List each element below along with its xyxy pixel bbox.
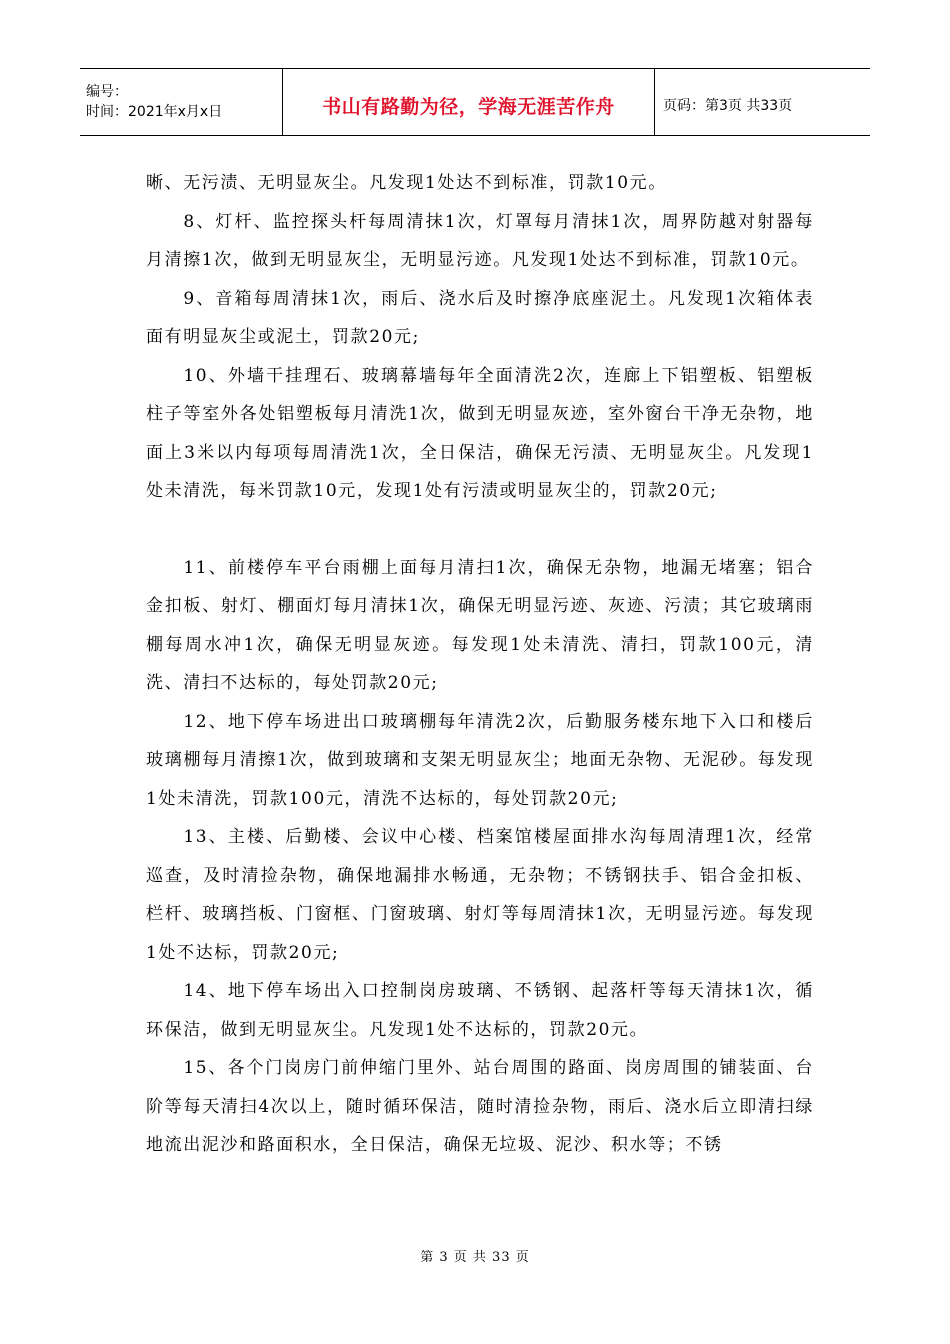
header-page-cell (655, 69, 870, 135)
document-body (146, 164, 814, 1165)
paragraph-item-14: 14、地下停车场出入口控制岗房玻璃、不锈钢、起落杆等每天清抹1次，循环保洁，做到无明显灰尘。凡发现1处不达标的，罚款20元。 (146, 981, 814, 1040)
page-footer: 第 3 页 共 33 页 (420, 1250, 530, 1265)
paragraph-item-10: 10、外墙干挂理石、玻璃幕墙每年全面清洗2次，连廊上下铝塑板、铝塑板柱子等室外各处铝塑板每月清洗1次，做到无明显灰迹，室外窗台干净无杂物，地面上3米以内每项每周清洗1次，全日保洁，确保无污渍、无明显灰尘。凡发现1处未清洗，每米罚款10元，发现1处有污渍或明显灰尘的，罚款20元; (146, 365, 814, 501)
paragraph-item-8: 8、灯杆、监控探头杆每周清抹1次，灯罩每月清抹1次，周界防越对射器每月清擦1次，做到无明显灰尘，无明显污迹。凡发现1处达不到标准，罚款10元。 (146, 211, 814, 270)
document-header (80, 68, 870, 136)
paragraph-item-12: 12、地下停车场进出口玻璃棚每年清洗2次，后勤服务楼东地下入口和楼后玻璃棚每月清擦1次，做到玻璃和支架无明显灰尘；地面无杂物、无泥砂。每发现1处未清洗，罚款100元，清洗不达标的，每处罚款20元; (146, 711, 814, 809)
header-page-info: 页码：第3页 共33页 (663, 98, 793, 114)
paragraph-item-9: 9、音箱每周清抹1次，雨后、浇水后及时擦净底座泥土。凡发现1次箱体表面有明显灰尘或泥土，罚款20元; (146, 288, 814, 347)
paragraph-item-11: 11、前楼停车平台雨棚上面每月清扫1次，确保无杂物，地漏无堵塞；铝合金扣板、射灯、棚面灯每月清抹1次，确保无明显污迹、灰迹、污渍；其它玻璃雨棚每周水冲1次，确保无明显灰迹。每发现1处未清洗、清扫，罚款100元，清洗、清扫不达标的，每处罚款20元; (146, 557, 814, 693)
header-motto-cell (283, 69, 655, 135)
paragraph-continuation: 晰、无污渍、无明显灰尘。凡发现1处达不到标准，罚款10元。 (146, 173, 667, 193)
header-meta (80, 69, 283, 135)
header-motto: 书山有路勤为径，学海无涯苦作舟 (322, 95, 615, 118)
document-number-label: 编号： (86, 84, 128, 100)
document-date: 时间：2021年x月x日 (86, 104, 223, 120)
paragraph-item-15: 15、各个门岗房门前伸缩门里外、站台周围的路面、岗房周围的铺装面、台阶等每天清扫4次以上，随时循环保洁，随时清捡杂物，雨后、浇水后立即清扫绿地流出泥沙和路面积水，全日保洁，确保无垃圾、泥沙、积水等；不锈 (146, 1058, 814, 1155)
paragraph-item-13: 13、主楼、后勤楼、会议中心楼、档案馆楼屋面排水沟每周清理1次，经常巡查，及时清捡杂物，确保地漏排水畅通，无杂物；不锈钢扶手、铝合金扣板、栏杆、玻璃挡板、门窗框、门窗玻璃、射灯等每周清抹1次，无明显污迹。每发现1处不达标，罚款20元; (146, 827, 814, 963)
